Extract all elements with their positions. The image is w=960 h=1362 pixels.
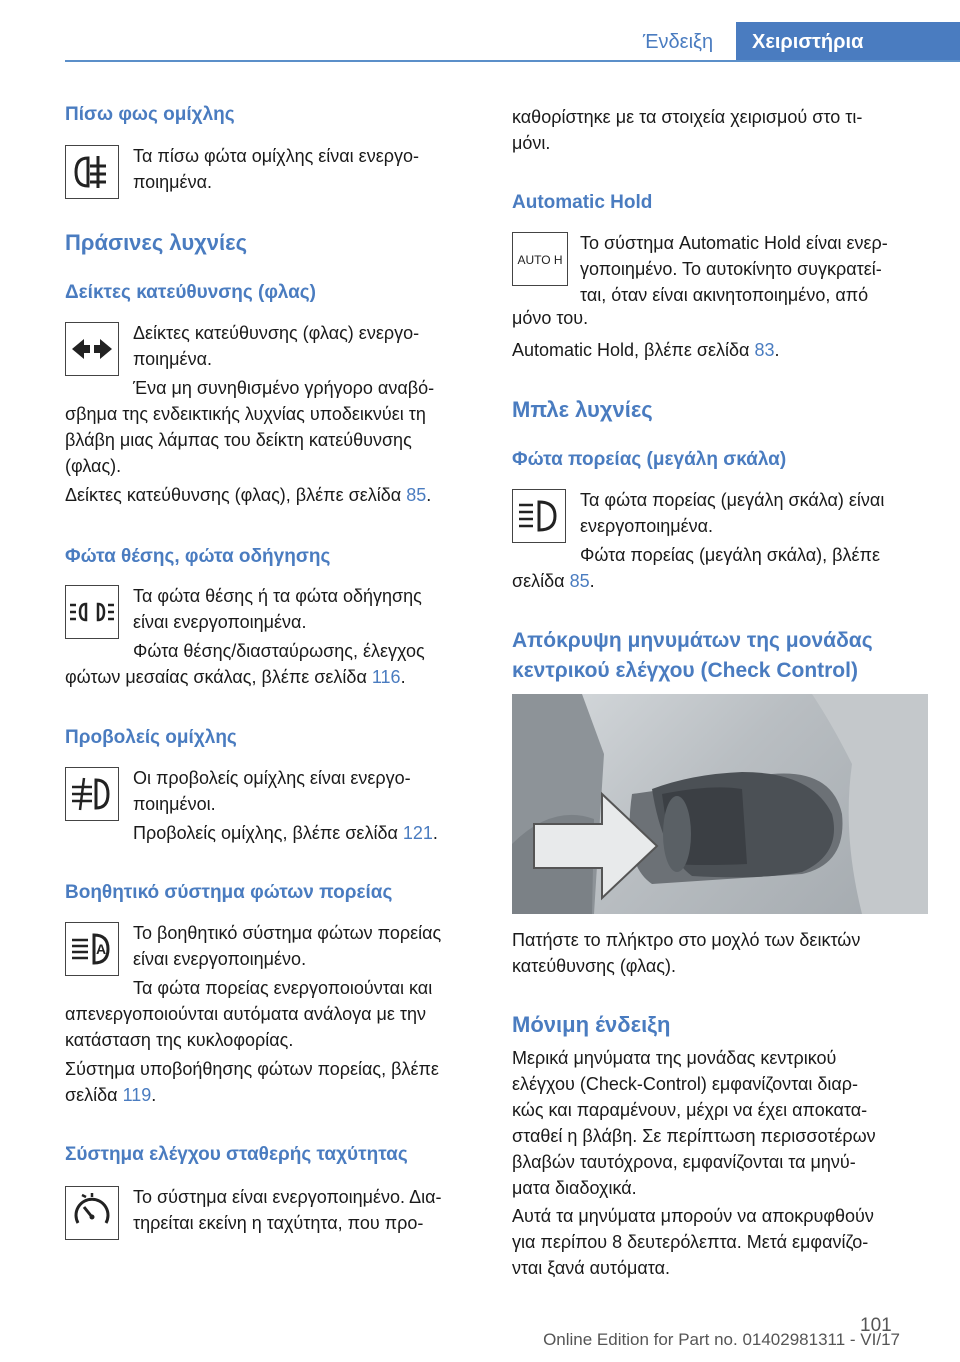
assist-text3: απενεργοποιούνται αυτόματα ανάλογα με την κατάσταση της κυκλοφορίας. (65, 1004, 427, 1050)
high-beam-text1: Τα φώτα πορείας (μεγάλη σκάλα) είναι ενεργοποιημένα. (580, 490, 885, 536)
permanent-title: Μόνιμη ένδειξη (512, 1012, 671, 1037)
position-title: Φώτα θέσης, φώτα οδήγησης (65, 546, 331, 567)
turn-text3: σβημα της ενδεικτικής λυχνίας υποδεικνύει τη βλάβη μιας λάμπας του δείκτη κατεύθυνσης (φλας). (65, 404, 426, 476)
assist-title: Βοηθητικό σύστημα φώτων πορείας (65, 882, 393, 903)
assist-text2: Τα φώτα πορείας ενεργοποιούνται και (133, 978, 433, 998)
assist-text1: Το βοηθητικό σύστημα φώτων πορείας είναι ενεργοποιημένο. (133, 923, 442, 969)
turn-title: Δείκτες κατεύθυνσης (φλας) (65, 282, 316, 303)
permanent-text1: Μερικά μηνύματα της μονάδας κεντρικού ελέγχου (Check-Control) εμφανίζονται διαρ- κώς και παραμένουν, μέχρι να έχει αποκατα- σταθεί η βλάβη. Σε περίπτωση περισσοτέρων βλαβών ταυτόχρονα, εμφανίζονται τα μηνύ- ματα διαδοχικά. (512, 1048, 876, 1198)
svg-text:AUTO H: AUTO H (517, 253, 563, 267)
tab-controls[interactable]: Χειριστήρια (736, 22, 960, 62)
turn-text1: Δείκτες κατεύθυνσης (φλας) ενεργο- ποιημένα. (133, 323, 420, 369)
fog-title: Προβολείς ομίχλης (65, 727, 237, 748)
page-link[interactable]: 116 (371, 667, 401, 687)
high-beam-text2: Φώτα πορείας (μεγάλη σκάλα), βλέπε (580, 545, 880, 565)
page-link[interactable]: 119 (122, 1085, 152, 1105)
cruise-text1: Το σύστημα είναι ενεργοποιημένο. Δια- τηρείται εκείνη η ταχύτητα, που προ- (133, 1187, 442, 1233)
fog-text2: Προβολείς ομίχλης, βλέπε σελίδα 121. (133, 823, 438, 843)
high-beam-assist-icon (65, 922, 119, 976)
front-fog-icon (65, 767, 119, 821)
turn-ref: Δείκτες κατεύθυνσης (φλας), βλέπε σελίδα 85. (65, 485, 432, 505)
fog-text1: Οι προβολείς ομίχλης είναι ενεργο- ποιημένοι. (133, 768, 411, 814)
position-text3: φώτων μεσαίας σκάλας, βλέπε σελίδα 116. (65, 667, 406, 687)
position-text1: Τα φώτα θέσης ή τα φώτα οδήγησης είναι ενεργοποιημένα. (133, 586, 422, 632)
page-link[interactable]: 83 (754, 340, 775, 360)
stalk-button-photo (512, 694, 928, 914)
autohold-title: Automatic Hold (512, 192, 653, 213)
rear-fog-title: Πίσω φως ομίχλης (65, 104, 235, 125)
high-beam-icon (512, 489, 566, 543)
tab-indicator[interactable]: Ένδειξη (642, 31, 714, 53)
rear-fog-icon (65, 145, 119, 199)
header-divider (65, 60, 960, 62)
green-lamps-heading: Πράσινες λυχνίες (65, 230, 248, 255)
high-beam-text3: σελίδα 85. (512, 571, 595, 591)
blue-lamps-heading: Μπλε λυχνίες (512, 397, 653, 422)
position-text2: Φώτα θέσης/διασταύρωσης, έλεγχος (133, 641, 425, 661)
autohold-ref: Automatic Hold, βλέπε σελίδα 83. (512, 340, 780, 360)
page-number: 101 (860, 1315, 892, 1336)
rear-fog-text: Τα πίσω φώτα ομίχλης είναι ενεργο- ποιημένα. (133, 146, 419, 192)
page-link[interactable]: 85 (569, 571, 590, 591)
permanent-text2: Αυτά τα μηνύματα μπορούν να αποκρυφθούν για περίπου 8 δευτερόλεπτα. Μετά εμφανίζο- νται ξανά αυτόματα. (512, 1206, 874, 1278)
cruise-control-icon (65, 1186, 119, 1240)
page-link[interactable]: 121 (402, 823, 433, 843)
position-lights-icon (65, 585, 119, 639)
cruise-text-continued: καθορίστηκε με τα στοιχεία χειρισμού στο τι- μόνι. (512, 107, 863, 153)
auto-hold-icon (512, 232, 568, 286)
svg-text:A: A (95, 941, 107, 957)
autohold-text2: μόνο του. (512, 308, 589, 328)
autohold-text1: Το σύστημα Automatic Hold είναι ενερ- γοποιημένο. Το αυτοκίνητο συγκρατεί- ται, όταν είναι ακινητοποιημένο, από (580, 233, 888, 305)
page-link[interactable]: 85 (406, 485, 427, 505)
edition-footer: Online Edition for Part no. 01402981311 - VI/17 (543, 1330, 900, 1349)
photo-caption: Πατήστε το πλήκτρο στο μοχλό των δεικτών κατεύθυνσης (φλας). (512, 930, 861, 976)
hide-messages-heading: Απόκρυψη μηνυμάτων της μονάδας κεντρικού ελέγχου (Check Control) (512, 629, 873, 682)
assist-text4: Σύστημα υποβοήθησης φώτων πορείας, βλέπε σελίδα 119. (65, 1059, 439, 1105)
high-beam-title: Φώτα πορείας (μεγάλη σκάλα) (512, 449, 787, 470)
turn-signal-icon (65, 322, 119, 376)
turn-text2: Ένα μη συνηθισμένο γρήγορο αναβό- (133, 378, 435, 398)
cruise-title: Σύστημα ελέγχου σταθερής ταχύτητας (65, 1144, 408, 1165)
